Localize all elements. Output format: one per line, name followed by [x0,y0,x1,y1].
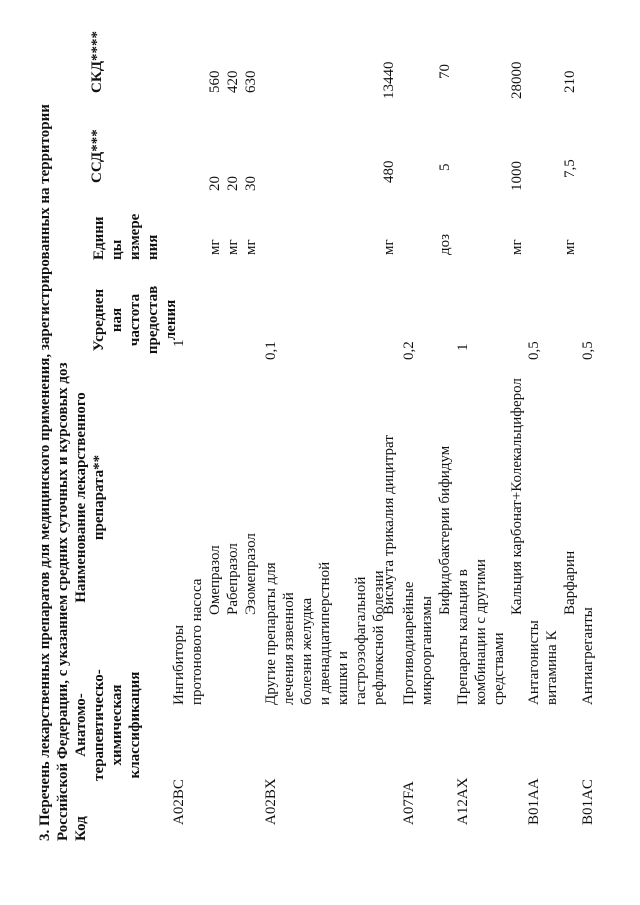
header-drug-name [72,365,108,630]
row-atc-name [170,579,206,705]
row-atc-name [262,562,388,705]
row-frequency: 0,1 [263,341,279,360]
row-atc-line: болезни желудка [299,597,315,705]
drug-unit: мг [243,239,259,255]
row-code: A07FA [401,781,417,825]
row-atc-line: рефлюксной болезни [371,570,387,705]
drug-ssd: 480 [381,160,397,183]
drug-skd: 630 [243,70,259,93]
header-atc-line: классификация [127,671,143,779]
row-atc-name [400,581,436,705]
row-atc-line: Ингибиторы [171,624,187,705]
header-units-line: измере [127,213,143,260]
drug-skd: 13440 [381,61,397,99]
header-atc-line: терапевтическо- [91,669,107,781]
drug-skd: 70 [437,64,453,79]
row-atc-name [454,559,508,705]
document-subtitle: Российской Федерации, с указанием средних суточных и курсовых доз [55,362,71,841]
drug-unit: мг [381,239,397,255]
row-atc-line: средствами [491,632,507,705]
row-atc-line: Другие препараты для [263,562,279,705]
drug-unit: мг [509,239,525,255]
row-code: A12AX [455,777,471,825]
drug-unit: мг [207,239,223,255]
header-frequency-line: ная [109,307,125,333]
row-atc-line: Антагонисты [526,620,542,705]
header-atc [72,655,144,795]
drug-skd: 28000 [509,61,525,99]
row-frequency: 0,2 [401,341,417,360]
drug-name: Рабепразол [225,543,241,615]
row-atc-name [579,607,597,705]
row-atc-line: Препараты кальция в [455,569,471,705]
drug-name: Омепразол [207,545,223,615]
row-atc-line: Антиагреганты [580,607,596,705]
header-skd: СКД**** [89,30,105,93]
drug-ssd: 1000 [509,161,525,191]
row-code: A02BC [171,779,187,825]
document-title: 3. Перечень лекарственных препаратов для медицинского применения, зарегистрированных на территории [37,104,53,841]
header-frequency-line: ления [163,299,179,341]
row-atc-line: и двенадцатиперстной [317,561,333,705]
drug-name: Бифидобактерии бифидум [437,445,453,615]
drug-skd: 560 [207,70,223,93]
row-atc-name [525,620,561,705]
header-frequency-line: Усреднен [91,288,107,352]
row-frequency: 1 [171,339,187,347]
row-atc-line: лечения язвенной [281,592,297,705]
drug-ssd: 30 [243,176,259,191]
row-atc-line: кишки и [335,651,351,705]
header-drug-line: препарата** [91,454,107,541]
drug-name: Варфарин [562,550,578,615]
header-frequency-line: частота [127,293,143,347]
drug-name: Эзомепразол [243,533,259,615]
header-ssd: ССД*** [89,129,105,183]
drug-ssd: 20 [225,176,241,191]
header-frequency [90,275,180,365]
header-frequency-line: предостав [145,285,161,355]
drug-ssd: 20 [207,176,223,191]
drug-ssd: 5 [437,163,453,171]
row-atc-line: Противодиарейные [401,581,417,705]
row-atc-line: комбинации с другими [473,559,489,705]
drug-skd: 210 [562,70,578,93]
header-atc-line: Анатомо- [73,693,89,757]
header-units [90,214,162,260]
row-frequency: 0,5 [526,341,542,360]
row-code: B01AA [526,778,542,825]
row-atc-line: микроорганизмы [419,596,435,705]
row-code: A02BX [263,778,279,825]
header-code: Код [73,816,89,841]
header-atc-line: химическая [109,684,125,766]
drug-name: Висмута трикалия дицитрат [381,435,397,615]
row-frequency: 0,5 [580,341,596,360]
header-units-line: ния [145,234,161,260]
drug-unit: мг [562,239,578,255]
header-drug-line: Наименование лекарственного [73,392,89,603]
drug-unit: мг [225,239,241,255]
header-units-line: цы [109,239,125,260]
drug-skd: 420 [225,70,241,93]
drug-unit: доз [437,233,453,255]
row-atc-line: протонового насоса [189,578,205,705]
row-code: B01AC [580,779,596,825]
row-atc-line: витамина К [544,630,560,705]
row-atc-line: гастроэзофагальной [353,576,369,705]
header-units-line: Едини [91,216,107,260]
drug-ssd: 7,5 [562,159,578,178]
drug-name: Кальция карбонат+Колекальциферол [509,378,525,615]
row-frequency: 1 [455,343,471,351]
